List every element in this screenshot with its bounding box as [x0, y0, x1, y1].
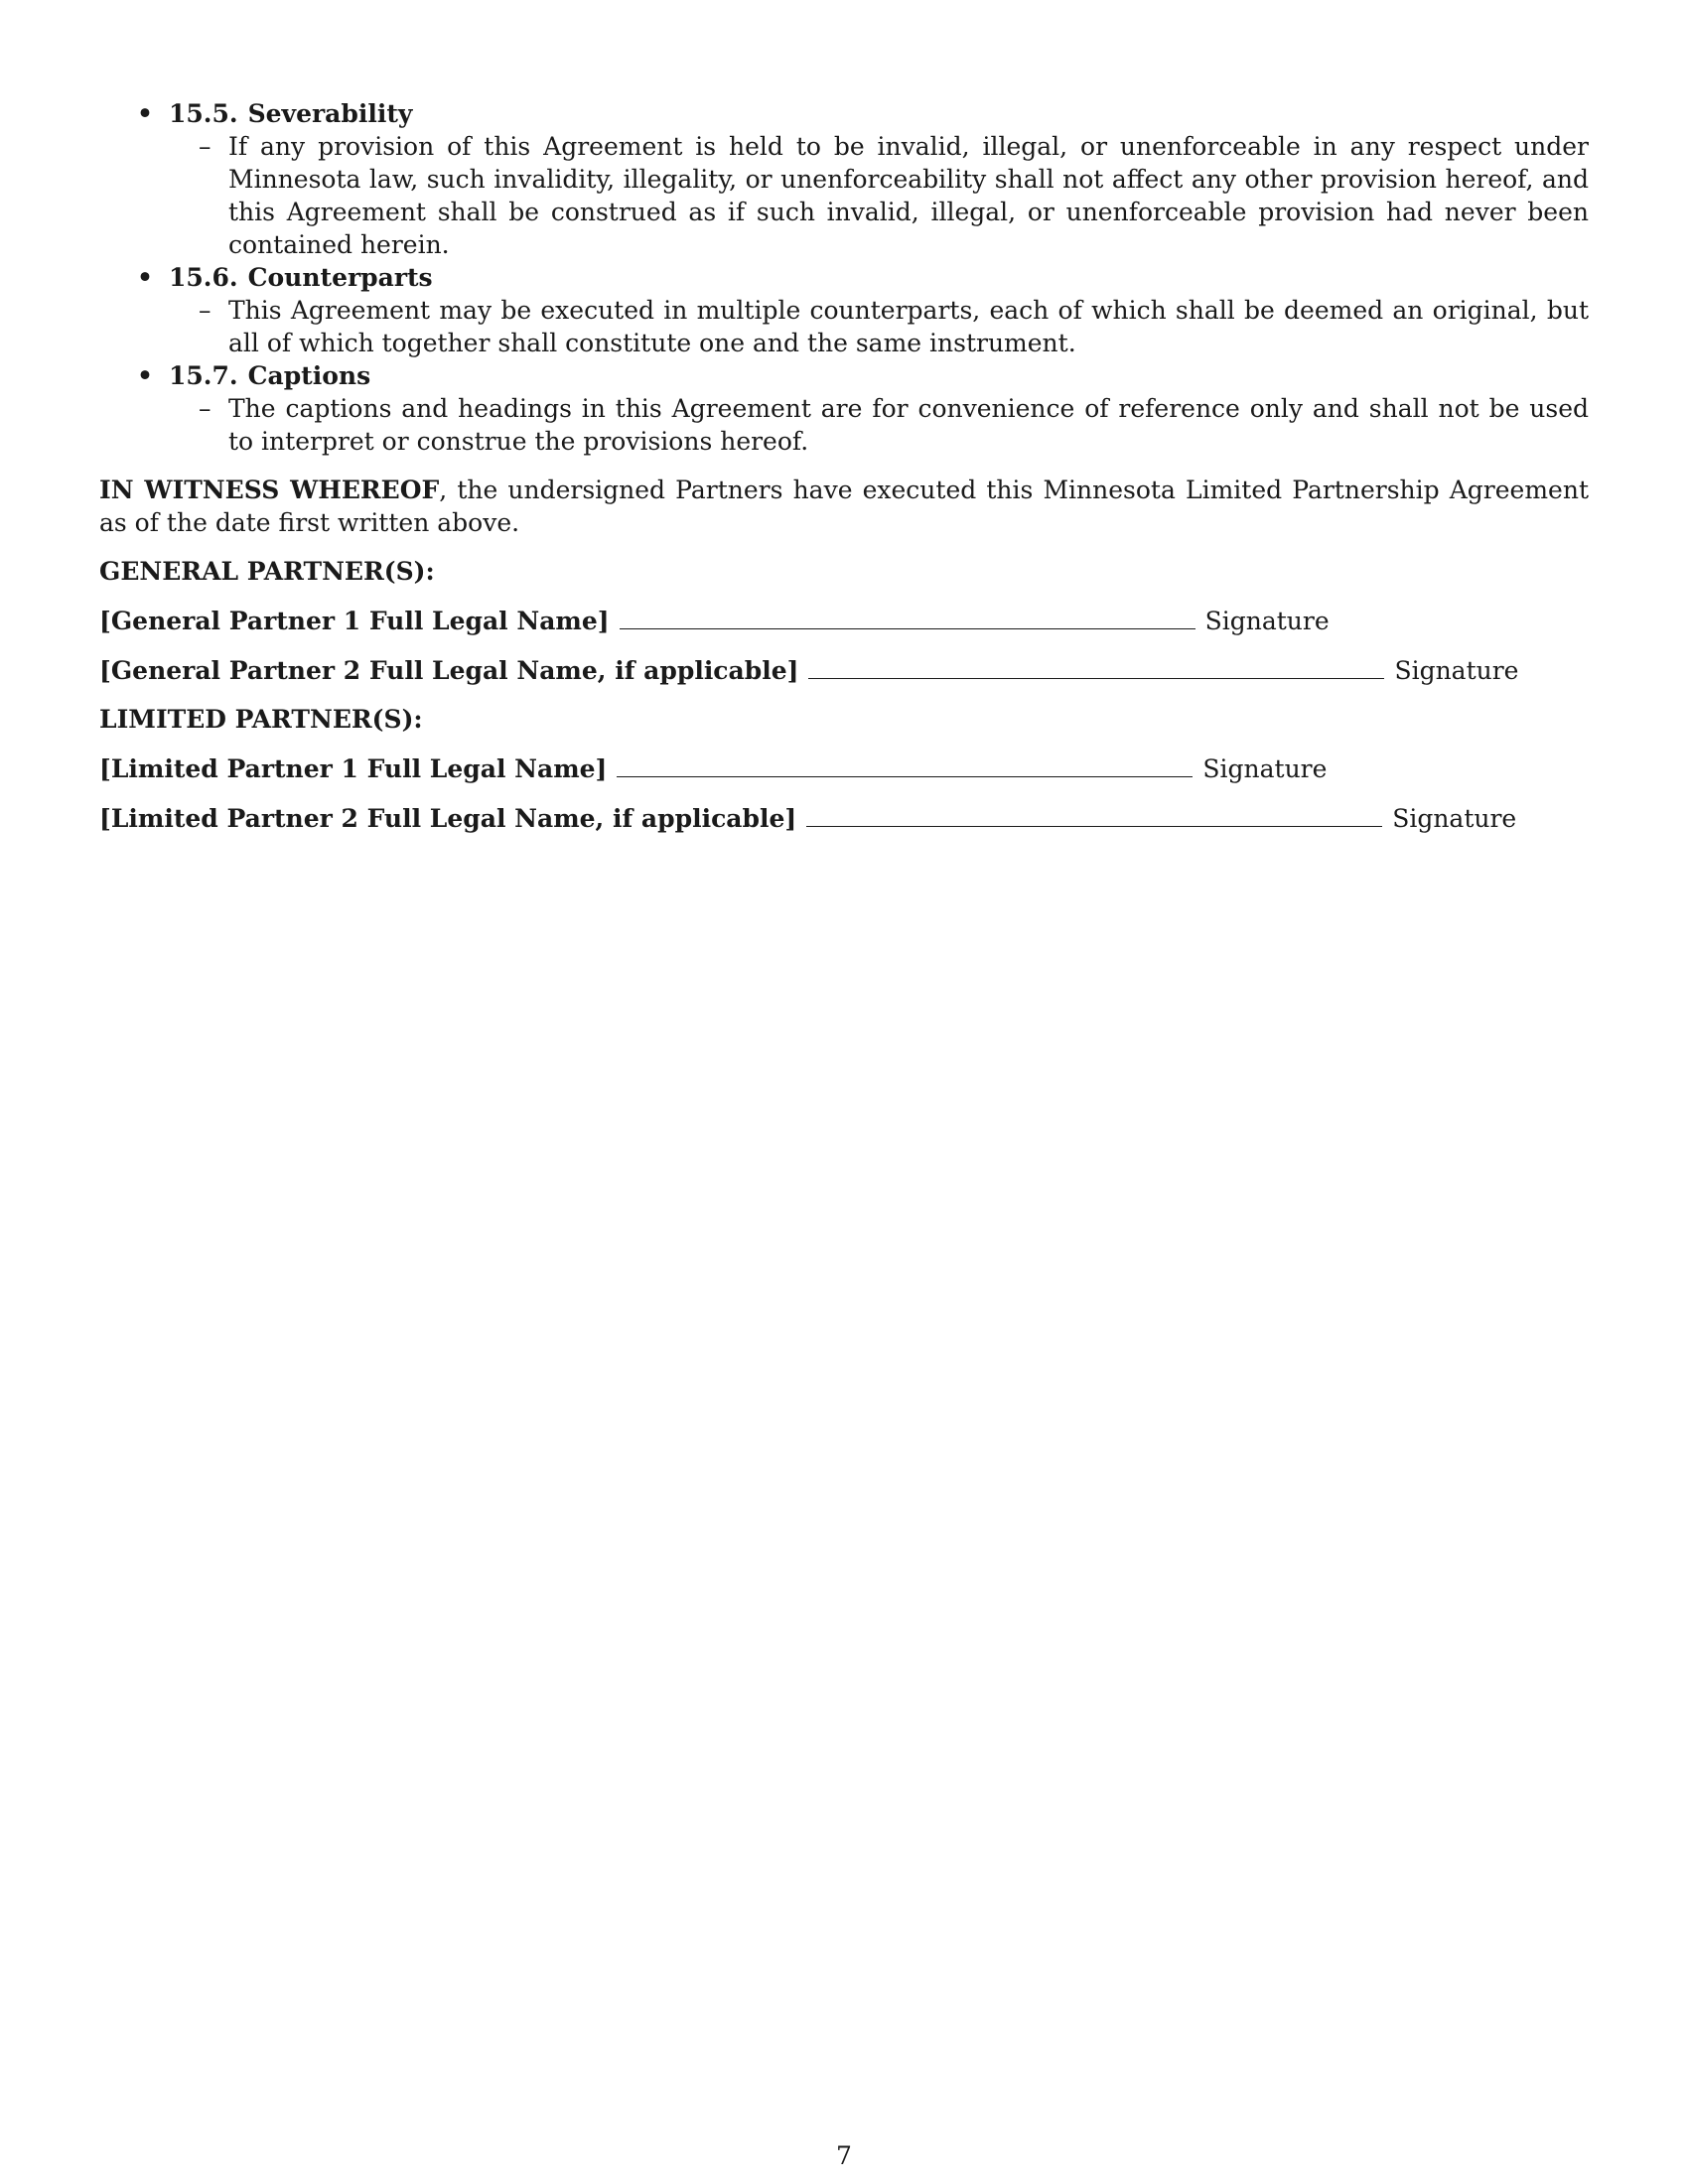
- dash-marker: –: [199, 132, 211, 161]
- section-number: 15.6.: [169, 263, 238, 292]
- bullet-marker: •: [137, 361, 153, 390]
- witness-lead: IN WITNESS WHEREOF: [99, 476, 440, 504]
- bullet-marker: •: [137, 99, 153, 128]
- limited-partners-heading: LIMITED PARTNER(S):: [99, 705, 423, 734]
- signatory-name: [Limited Partner 2 Full Legal Name, if applicable]: [99, 804, 797, 833]
- signature-line[interactable]: [620, 607, 1196, 629]
- section-list: [99, 97, 1589, 458]
- signature-line[interactable]: [617, 754, 1193, 777]
- signature-row-general-partner-1: [99, 605, 1589, 637]
- section-paragraph: [169, 392, 1589, 458]
- section-paragraph: [169, 130, 1589, 261]
- signatory-name: [Limited Partner 1 Full Legal Name]: [99, 754, 608, 783]
- witness-text: , the undersigned Partners have executed this Minnesota Limited Partnership Agreement as of the date first written above.: [99, 476, 1589, 537]
- section-captions: [99, 359, 1589, 458]
- section-number: 15.7.: [169, 361, 238, 390]
- signatory-name: [General Partner 1 Full Legal Name]: [99, 607, 610, 635]
- general-partners-heading: GENERAL PARTNER(S):: [99, 557, 435, 586]
- section-title: Captions: [247, 361, 371, 390]
- signatory-name: [General Partner 2 Full Legal Name, if applicable]: [99, 656, 799, 685]
- page-number: 7: [836, 2141, 852, 2170]
- signature-row-general-partner-2: [99, 654, 1589, 687]
- section-number: 15.5.: [169, 99, 238, 128]
- document-page: [99, 97, 1589, 835]
- sub-list: [169, 130, 1589, 261]
- bullet-marker: •: [137, 263, 153, 292]
- section-title: Severability: [247, 99, 413, 128]
- section-heading: [169, 359, 1589, 392]
- signature-label: Signature: [1394, 656, 1519, 685]
- section-text: The captions and headings in this Agreement are for convenience of reference only and shall not be used to interpret or construe the provisions hereof.: [228, 394, 1589, 456]
- sub-list: [169, 294, 1589, 359]
- section-heading: [169, 261, 1589, 294]
- signature-row-limited-partner-1: [99, 752, 1589, 785]
- section-text: This Agreement may be executed in multiple counterparts, each of which shall be deemed an original, but all of which together shall constitute one and the same instrument.: [228, 296, 1589, 357]
- witness-paragraph: [99, 474, 1589, 539]
- signature-label: Signature: [1202, 754, 1328, 783]
- signature-label: Signature: [1392, 804, 1517, 833]
- section-counterparts: [99, 261, 1589, 359]
- section-text: If any provision of this Agreement is held to be invalid, illegal, or unenforceable in any respect under Minnesota law, such invalidity, illegality, or unenforceability shall not affect any other provision hereof, and this Agreement shall be construed as if such invalid, illegal, or unenforceable provision had never been contained herein.: [228, 132, 1589, 259]
- section-severability: [99, 97, 1589, 261]
- dash-marker: –: [199, 394, 211, 423]
- dash-marker: –: [199, 296, 211, 325]
- signature-line[interactable]: [808, 656, 1384, 679]
- signature-line[interactable]: [806, 804, 1382, 827]
- signature-label: Signature: [1204, 607, 1330, 635]
- sub-list: [169, 392, 1589, 458]
- section-paragraph: [169, 294, 1589, 359]
- section-heading: [169, 97, 1589, 130]
- signature-row-limited-partner-2: [99, 802, 1589, 835]
- section-title: Counterparts: [247, 263, 433, 292]
